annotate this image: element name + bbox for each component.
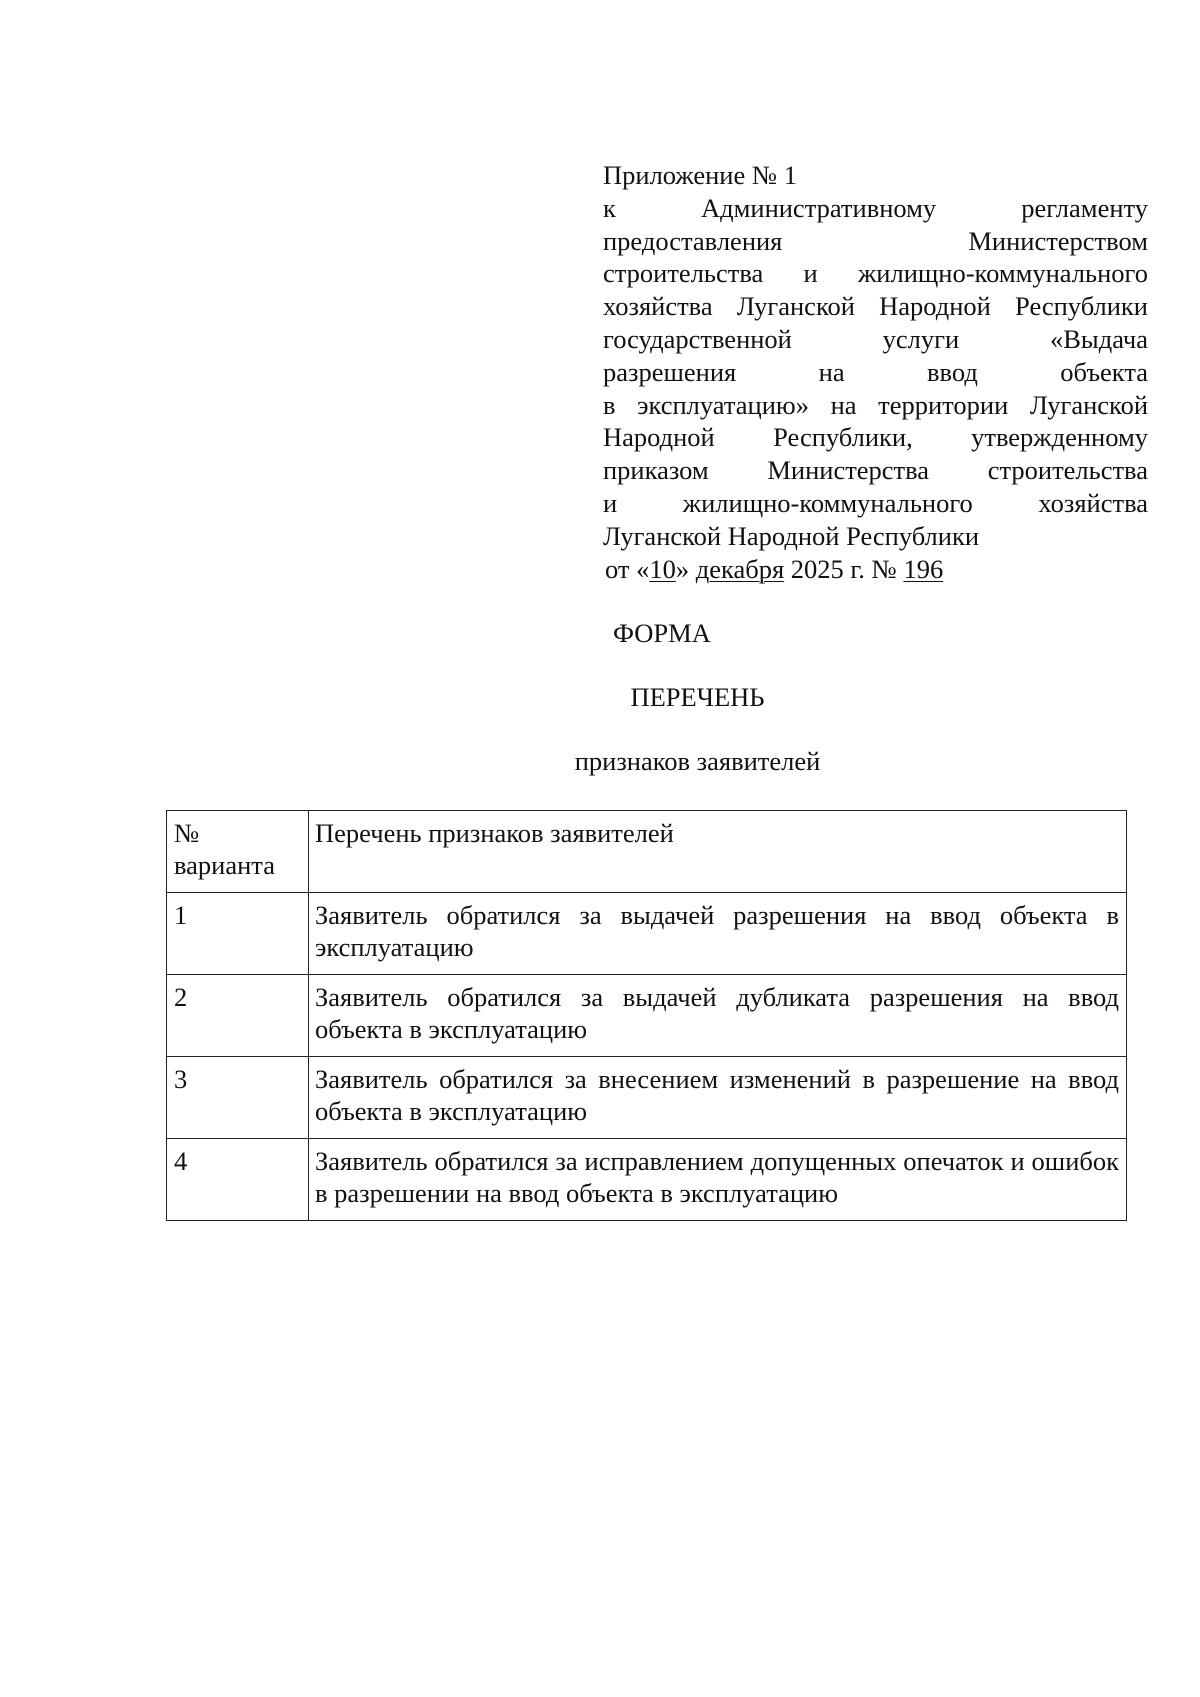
- applicant-features-table: [166, 810, 1127, 1221]
- form-label: ФОРМА: [613, 618, 711, 648]
- header-variant-number: № варианта: [167, 811, 309, 893]
- variant-description: Заявитель обратился за исправлением допущенных опечаток и ошибок в разрешении на ввод объекта в эксплуатацию: [309, 1139, 1127, 1221]
- order-date-line: [603, 553, 1148, 586]
- appendix-line: к Административному регламенту: [603, 192, 1148, 223]
- date-mid: »: [675, 553, 696, 584]
- table-row: [167, 1139, 1127, 1221]
- appendix-block: [603, 159, 1148, 585]
- order-day: 10: [649, 553, 676, 584]
- appendix-line: и жилищно-коммунального хозяйства: [603, 487, 1148, 518]
- appendix-line: строительства и жилищно-коммунального: [603, 258, 1148, 289]
- document-title: ПЕРЕЧЕНЬ: [630, 682, 765, 712]
- table-row: [167, 975, 1127, 1057]
- variant-number: 2: [167, 975, 309, 1057]
- appendix-line: предоставления Министерством: [603, 225, 1148, 256]
- table-row: [167, 1057, 1127, 1139]
- table-row: [167, 893, 1127, 975]
- variant-number: 3: [167, 1057, 309, 1139]
- appendix-number: Приложение № 1: [603, 160, 798, 190]
- appendix-line: государственной услуги «Выдача: [603, 323, 1148, 354]
- appendix-line: Народной Республики, утвержденному: [603, 422, 1148, 453]
- variant-number: 4: [167, 1139, 309, 1221]
- order-number: 196: [903, 553, 944, 584]
- appendix-line: приказом Министерства строительства: [603, 455, 1148, 486]
- table-header-row: [167, 811, 1127, 893]
- date-year: 2025 г. №: [784, 553, 904, 584]
- appendix-line: в эксплуатацию» на территории Луганской: [603, 389, 1148, 420]
- appendix-line: Луганской Народной Республики: [603, 520, 980, 551]
- variant-number: 1: [167, 893, 309, 975]
- variant-description: Заявитель обратился за внесением изменений в разрешение на ввод объекта в эксплуатацию: [309, 1057, 1127, 1139]
- appendix-line: разрешения на ввод объекта: [603, 356, 1148, 387]
- document-subtitle: признаков заявителей: [574, 746, 821, 776]
- variant-description: Заявитель обратился за выдачей разрешения на ввод объекта в эксплуатацию: [309, 893, 1127, 975]
- header-features-list: Перечень признаков заявителей: [309, 811, 1127, 893]
- date-prefix: от «: [605, 553, 650, 584]
- order-month: декабря: [695, 553, 785, 584]
- variant-description: Заявитель обратился за выдачей дубликата разрешения на ввод объекта в эксплуатацию: [309, 975, 1127, 1057]
- appendix-line: хозяйства Луганской Народной Республики: [603, 291, 1148, 322]
